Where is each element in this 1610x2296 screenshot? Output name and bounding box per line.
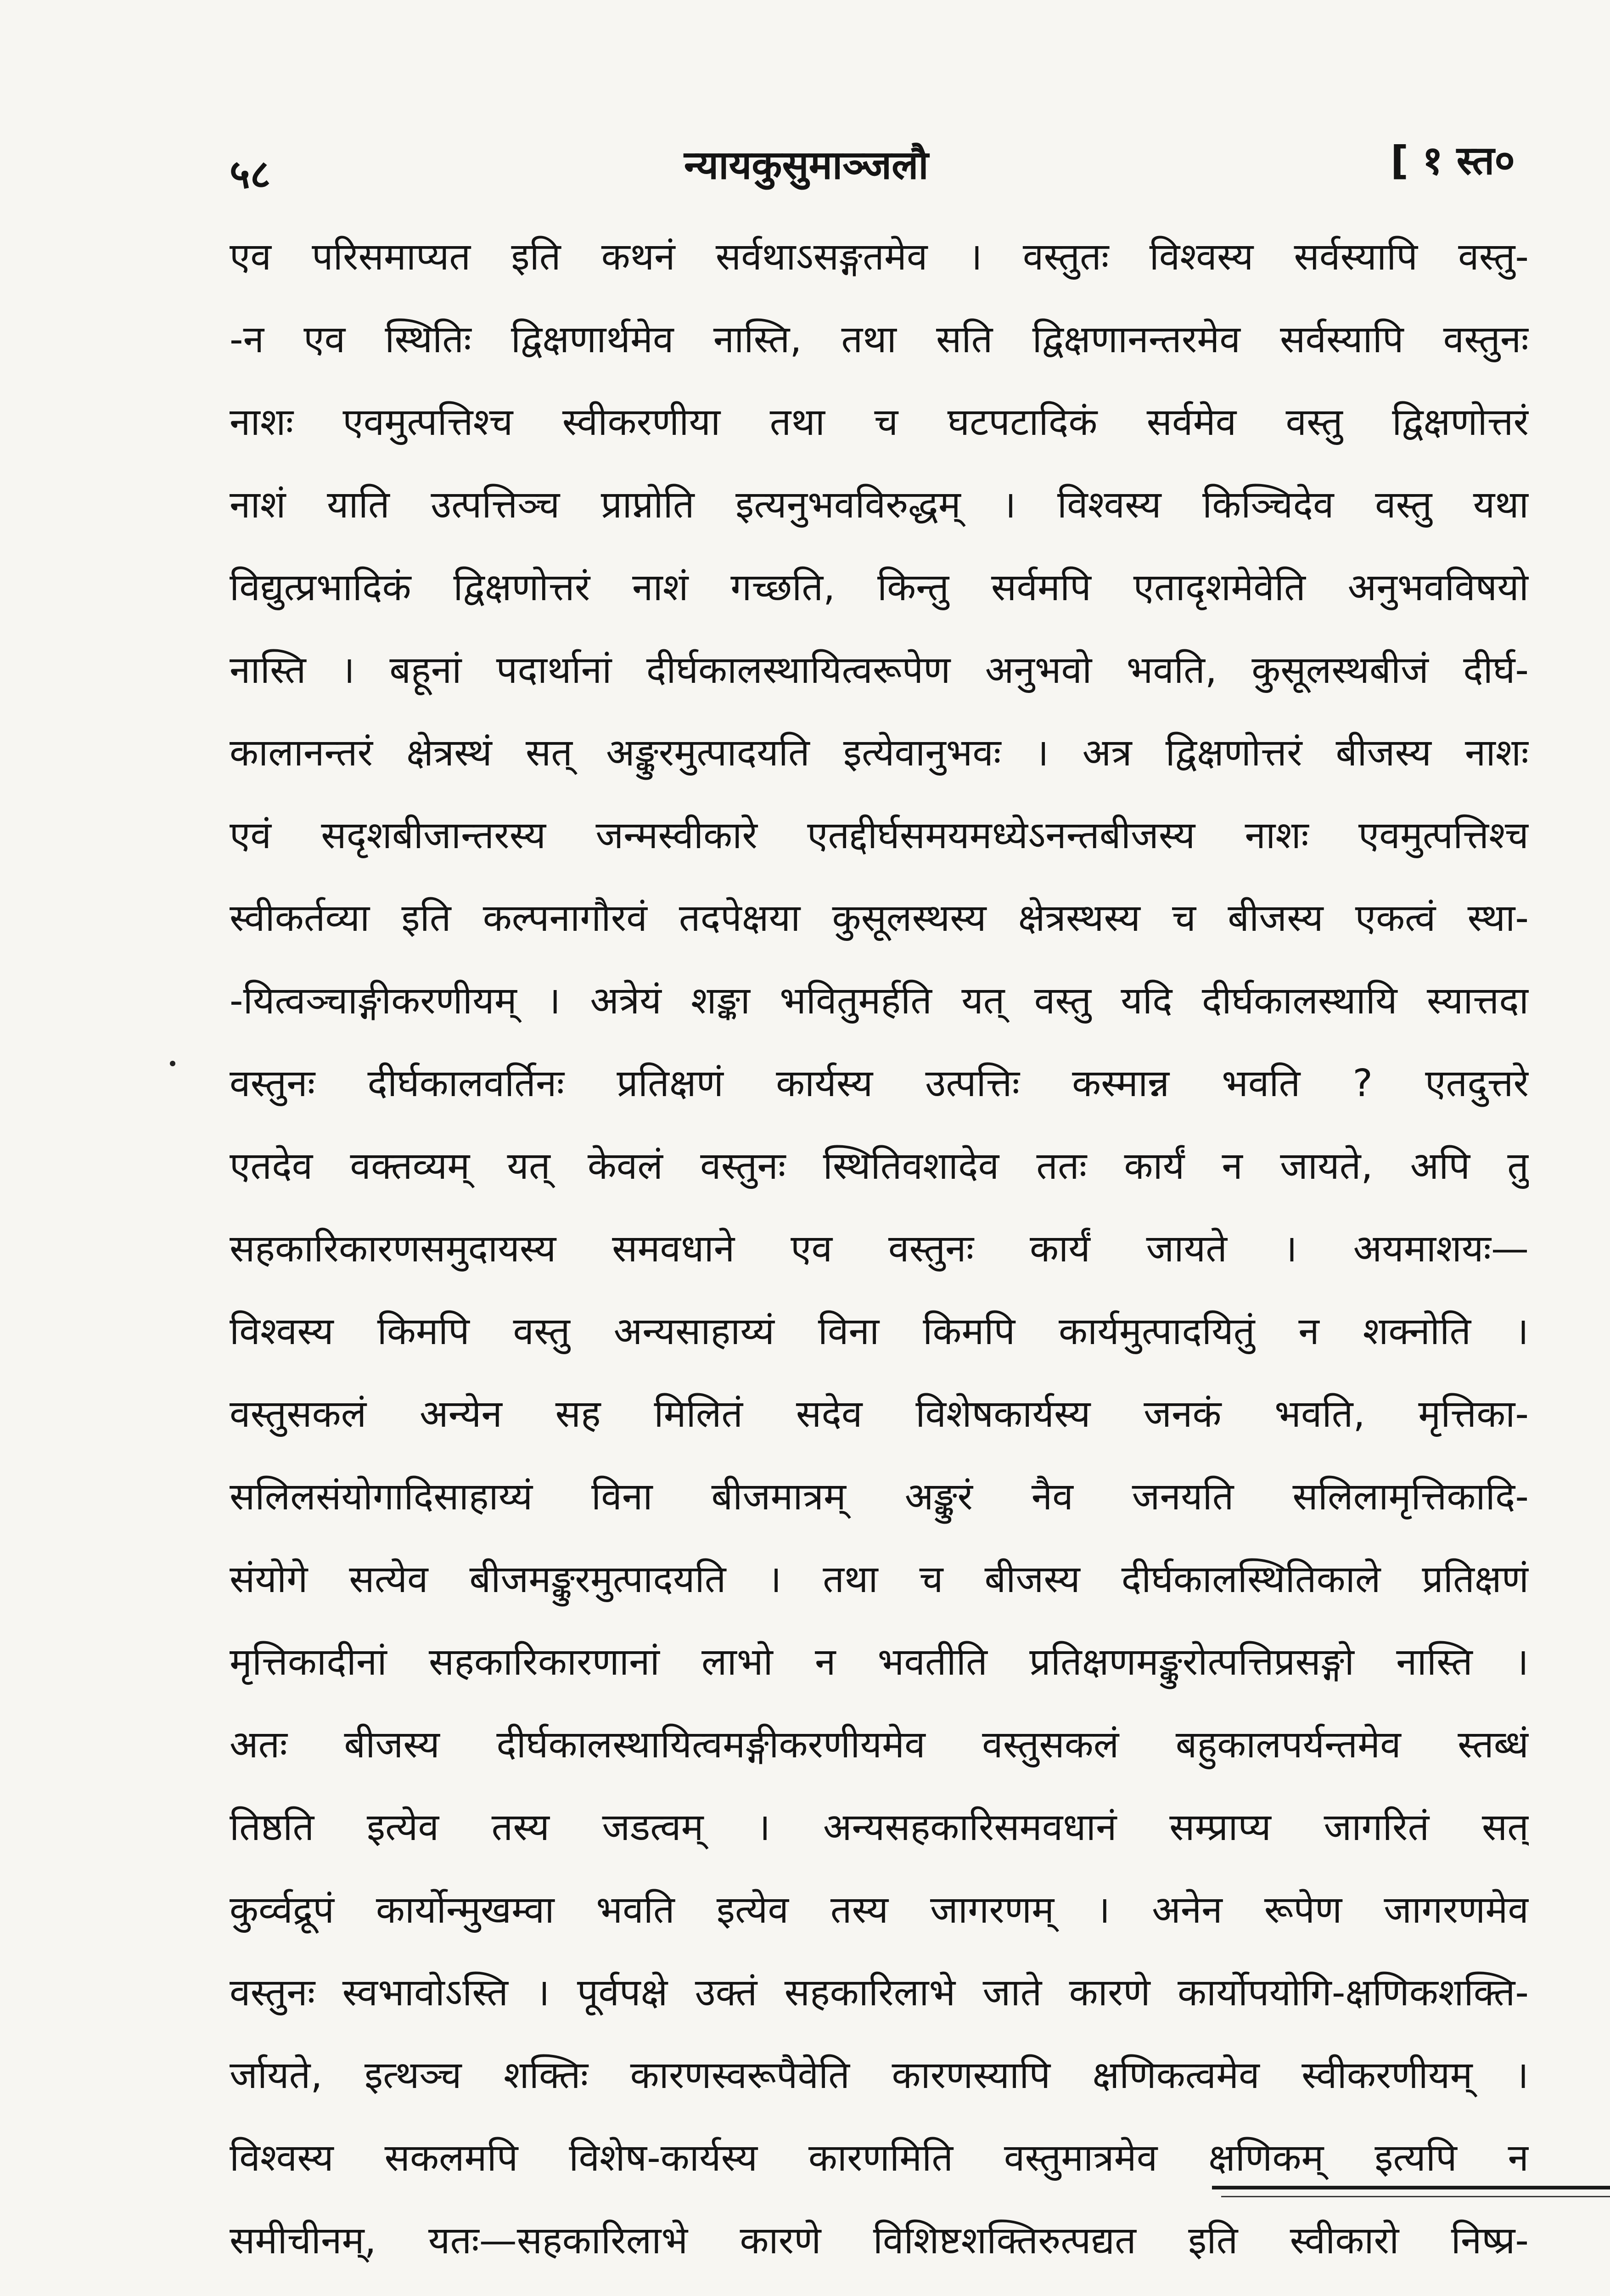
text-line: विश्वस्य सकलमपि विशेष-कार्यस्य कारणमिति वस्तुमात्रमेव क्षणिकम् इत्यपि न	[230, 2136, 1529, 2180]
page-number: ५८	[230, 152, 271, 197]
scan-speck	[170, 1061, 175, 1066]
text-line: तिष्ठति इत्येव तस्य जडत्वम् । अन्यसहकारिसमवधानं सम्प्राप्य जागरितं सत्	[230, 1806, 1529, 1849]
text-line: मृत्तिकादीनां सहकारिकारणानां लाभो न भवतीति प्रतिक्षणमङ्कुरोत्पत्तिप्रसङ्गो नास्ति ।	[230, 1640, 1529, 1684]
text-line: -यित्वञ्चाङ्गीकरणीयम् । अत्रेयं शङ्का भवितुमर्हति यत् वस्तु यदि दीर्घकालस्थायि स्यात्तदा	[230, 979, 1529, 1023]
text-line: -न एव स्थितिः द्विक्षणार्थमेव नास्ति, तथा सति द्विक्षणानन्तरमेव सर्वस्यापि वस्तुनः	[230, 318, 1529, 361]
text-line: नाशं याति उत्पत्तिञ्च प्राप्नोति इत्यनुभवविरुद्धम् । विश्वस्य किञ्चिदेव वस्तु यथा	[230, 483, 1529, 527]
bottom-rule	[1212, 2186, 1610, 2189]
text-line: एवं सदृशबीजान्तरस्य जन्मस्वीकारे एतद्दीर्घसमयमध्येऽनन्तबीजस्य नाशः एवमुत्पत्तिश्च	[230, 814, 1529, 857]
text-line: वस्तुसकलं अन्येन सह मिलितं सदेव विशेषकार्यस्य जनकं भवति, मृत्तिका-	[230, 1392, 1529, 1436]
text-line: विश्वस्य किमपि वस्तु अन्यसाहाय्यं विना किमपि कार्यमुत्पादयितुं न शक्नोति ।	[230, 1310, 1529, 1353]
text-line: नाशः एवमुत्पत्तिश्च स्वीकरणीया तथा च घटपटादिकं सर्वमेव वस्तु द्विक्षणोत्तरं	[230, 400, 1529, 444]
text-line: वस्तुनः स्वभावोऽस्ति । पूर्वपक्षे उक्तं सहकारिलाभे जाते कारणे कार्योपयोगि-क्षणिकशक्ति-	[230, 1971, 1529, 2015]
text-line: स्वीकर्तव्या इति कल्पनागौरवं तदपेक्षया कुसूलस्थस्य क्षेत्रस्थस्य च बीजस्य एकत्वं स्था-	[230, 896, 1529, 940]
body-text	[230, 216, 1529, 2296]
text-line: कुर्व्वद्रूपं कार्योन्मुखम्वा भवति इत्येव तस्य जागरणम् । अनेन रूपेण जागरणमेव	[230, 1888, 1529, 1932]
text-line: अतः बीजस्य दीर्घकालस्थायित्वमङ्गीकरणीयमेव वस्तुसकलं बहुकालपर्यन्तमेव स्तब्धं	[230, 1723, 1529, 1767]
text-line: र्जायते, इत्थञ्च शक्तिः कारणस्वरूपैवेति कारणस्यापि क्षणिकत्वमेव स्वीकरणीयम् ।	[230, 2054, 1529, 2097]
running-title: न्यायकुसुमाञ्जलौ	[684, 142, 929, 188]
text-line: समीचीनम्, यतः—सहकारिलाभे कारणे विशिष्टशक्तिरुत्पद्यत इति स्वीकारो निष्प्र-	[230, 2219, 1529, 2262]
text-line: विद्युत्प्रभादिकं द्विक्षणोत्तरं नाशं गच्छति, किन्तु सर्वमपि एतादृशमेवेति अनुभवविषयो	[230, 566, 1529, 609]
text-line	[230, 2282, 1529, 2296]
text-line: संयोगे सत्येव बीजमङ्कुरमुत्पादयति । तथा च बीजस्य दीर्घकालस्थितिकाले प्रतिक्षणं	[230, 1558, 1529, 1601]
text-line: सहकारिकारणसमुदायस्य समवधाने एव वस्तुनः कार्यं जायते । अयमाशयः—	[230, 1227, 1529, 1271]
text-line: सलिलसंयोगादिसाहाय्यं विना बीजमात्रम् अङ्कुरं नैव जनयति सलिलामृत्तिकादि-	[230, 1475, 1529, 1519]
text-line: एतदेव वक्तव्यम् यत् केवलं वस्तुनः स्थितिवशादेव ततः कार्यं न जायते, अपि तु	[230, 1144, 1529, 1188]
text-line: एव परिसमाप्यत इति कथनं सर्वथाऽसङ्गतमेव । वस्तुतः विश्वस्य सर्वस्यापि वस्तु-	[230, 235, 1529, 279]
page-header	[230, 133, 1515, 202]
text-line: नास्ति । बहूनां पदार्थानां दीर्घकालस्थायित्वरूपेण अनुभवो भवति, कुसूलस्थबीजं दीर्घ-	[230, 648, 1529, 692]
bottom-rule-thin	[1221, 2196, 1610, 2197]
section-reference: [ १ स्त०	[1390, 138, 1515, 184]
text-line: वस्तुनः दीर्घकालवर्तिनः प्रतिक्षणं कार्यस्य उत्पत्तिः कस्मान्न भवति ? एतदुत्तरे	[230, 1062, 1529, 1105]
text-line: कालानन्तरं क्षेत्रस्थं सत् अङ्कुरमुत्पादयति इत्येवानुभवः । अत्र द्विक्षणोत्तरं बीजस्य नाशः	[230, 731, 1529, 775]
